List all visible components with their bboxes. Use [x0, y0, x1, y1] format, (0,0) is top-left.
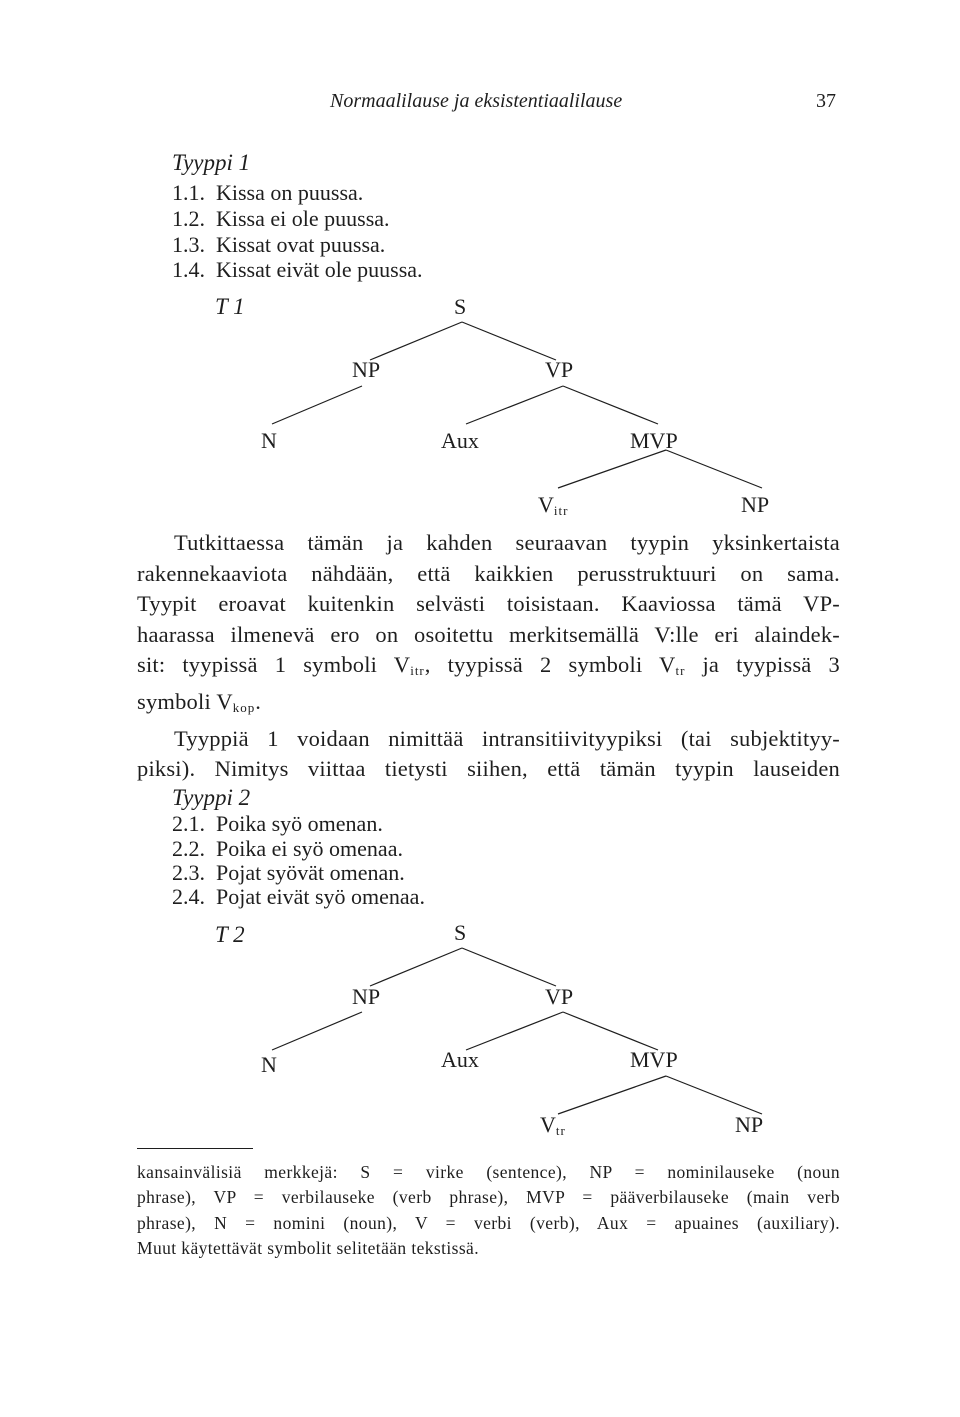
footnote-line: Muut käytettävät symbolit selitetään tekstissä. — [137, 1238, 480, 1259]
type2-example-1 — [172, 811, 383, 837]
type1-example-3 — [172, 232, 385, 258]
type1-example-1 — [172, 180, 363, 206]
tree2-node-v-subscript: tr — [555, 1123, 566, 1138]
type1-heading: Tyyppi 1 — [172, 150, 251, 175]
tree2-edge-vp-mvp — [563, 1012, 658, 1050]
paragraph-line: Tyypit eroavat kuitenkin selvästi toisistaan. Kaaviossa tämä VP- — [137, 591, 840, 617]
example-number: 1.3. — [172, 232, 205, 257]
tree1-title: T 1 — [215, 294, 245, 319]
tree2-title: T 2 — [215, 922, 245, 947]
body-text — [137, 528, 840, 785]
paragraph-line: rakennekaaviota nähdään, että kaikkien perusstruktuuri on sama. — [137, 560, 840, 586]
tree1-node-np: NP — [352, 357, 381, 382]
tree2-edge-mvp-np — [666, 1076, 762, 1114]
tree1-edge-vp-aux — [466, 386, 563, 424]
tree1-node-aux: Aux — [441, 428, 479, 453]
tree1-node-v: $V_{itr}$ — [538, 492, 569, 518]
paragraph-line: Tutkittaessa tämän ja kahden seuraavan tyypin yksinkertaista — [174, 530, 840, 555]
tree1-node-s: S — [454, 294, 467, 319]
footnote — [137, 1160, 840, 1262]
example-text: Kissat ovat puussa. — [216, 232, 386, 257]
example-text: Poika ei syö omenaa. — [216, 836, 403, 861]
tree1-edge-mvp-v — [558, 450, 666, 488]
tree2-node-mvp: MVP — [630, 1047, 678, 1072]
tree2-node-s: S — [454, 920, 467, 945]
example-number: 1.1. — [172, 180, 205, 205]
tree1-node-v-subscript: itr — [553, 503, 569, 518]
tree2-node-np: NP — [352, 984, 381, 1009]
tree2-edge-s-vp — [462, 948, 556, 986]
example-text: Kissa ei ole puussa. — [216, 206, 390, 231]
example-number: 2.2. — [172, 836, 205, 861]
paragraph-line: symboli $V_{kop}$. — [137, 688, 262, 715]
footnote-rule — [137, 1148, 253, 1149]
paragraph-line: piksi). Nimitys viittaa tietysti siihen, että tämän tyypin lauseiden — [137, 756, 840, 782]
type2-example-2 — [172, 836, 403, 862]
type2-heading: Tyyppi 2 — [172, 785, 251, 810]
example-text: Poika syö omenan. — [216, 811, 383, 836]
tree2-edge-np-n — [272, 1012, 362, 1050]
tree2-node-vp: VP — [545, 984, 574, 1009]
example-number: 1.2. — [172, 206, 205, 231]
tree2-edge-vp-aux — [466, 1012, 563, 1050]
paragraph-line: Tyyppiä 1 voidaan nimittää intransitiivityypiksi (tai subjektityy- — [174, 725, 840, 751]
tree1-node-n: N — [261, 428, 277, 453]
paragraph-1 — [137, 528, 840, 724]
tree1-branches — [0, 290, 960, 550]
tree2-node-n: N — [261, 1052, 277, 1077]
paragraph-line: haarassa ilmenevä ero on osoitettu merkitsemällä V:lle eri alaindek- — [137, 621, 840, 647]
type1-example-4 — [172, 257, 423, 283]
page-number: 37 — [816, 90, 836, 112]
paragraph-2 — [137, 724, 840, 785]
example-text: Kissat eivät ole puussa. — [216, 257, 423, 282]
tree1-node-np2: NP — [741, 492, 770, 517]
tree2-node-np2: NP — [735, 1112, 764, 1137]
footnote-line: kansainvälisiä merkkejä: S = virke (sentence), NP = nominilauseke (noun — [137, 1162, 840, 1182]
tree2-node-v: $V_{tr}$ — [540, 1112, 566, 1138]
footnote-line: phrase), N = nomini (noun), V = verbi (verb), Aux = apuaines (auxiliary). — [137, 1212, 840, 1233]
tree2-edge-s-np — [370, 948, 462, 986]
example-text: Pojat eivät syö omenaa. — [216, 884, 425, 909]
example-text: Kissa on puussa. — [216, 180, 364, 205]
tree2-branches — [0, 920, 960, 1180]
example-text: Pojat syövät omenan. — [216, 860, 405, 885]
paragraph-line: sit: tyypissä 1 symboli $V_{itr}$, tyypissä 2 symboli $V_{tr}$ ja tyypissä 3 — [137, 652, 840, 679]
subscript-itr: itr — [410, 663, 425, 679]
type2-example-4 — [172, 884, 425, 910]
tree1-edge-s-vp — [462, 322, 556, 360]
tree1-edge-s-np — [370, 322, 462, 360]
example-number: 1.4. — [172, 257, 205, 282]
tree2-edge-mvp-v — [558, 1076, 666, 1114]
subscript-tr: tr — [675, 663, 686, 679]
tree2-node-aux: Aux — [441, 1047, 479, 1072]
footnote-line: phrase), VP = verbilauseke (verb phrase), MVP = pääverbilauseke (main verb — [137, 1187, 840, 1208]
type1-example-2 — [172, 206, 390, 232]
running-header-title: Normaalilause ja eksistentiaalilause — [330, 90, 623, 112]
example-number: 2.1. — [172, 811, 205, 836]
example-number: 2.3. — [172, 860, 205, 885]
tree1-edge-vp-mvp — [563, 386, 658, 424]
subscript-kop: kop — [232, 699, 256, 715]
tree1-edge-mvp-np — [666, 450, 762, 488]
tree1-node-mvp: MVP — [630, 428, 678, 453]
example-number: 2.4. — [172, 884, 205, 909]
type2-example-3 — [172, 860, 405, 886]
tree1-node-vp: VP — [545, 357, 574, 382]
tree1-edge-np-n — [272, 386, 362, 424]
